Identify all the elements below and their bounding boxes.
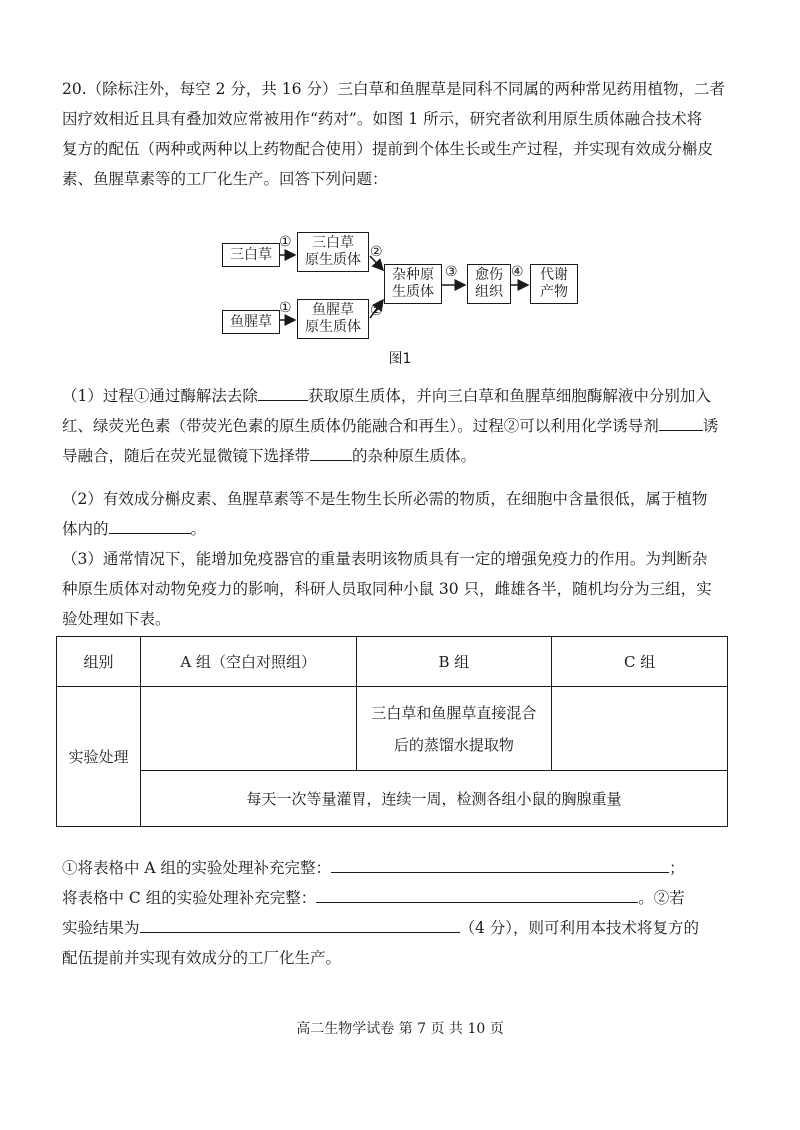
sub-line-a (62, 853, 738, 883)
q1-text-6: 的杂种原生质体。 (352, 447, 477, 465)
intro-line-4: 素、鱼腥草素等的工厂化生产。回答下列问题： (62, 170, 388, 188)
box-protoplast-a-l2: 原生质体 (305, 252, 361, 268)
step-2b: ② (370, 303, 383, 319)
q1-line-1 (62, 381, 738, 411)
step-4: ④ (511, 264, 524, 280)
q3-line-3: 验处理如下表。 (62, 610, 171, 628)
q2-text-3: 。 (190, 520, 207, 538)
sub-line-result (62, 913, 738, 943)
q1-text-2: 获取原生质体，并向三白草和鱼腥草细胞酶解液中分别加入 (307, 387, 711, 405)
figure-1 (0, 0, 800, 370)
box-callus-l1: 愈伤 (475, 267, 503, 283)
box-protoplast-a-l1: 三白草 (312, 235, 354, 251)
box-protoplast-b-l1: 鱼腥草 (312, 302, 354, 318)
sub-a-text: ①将表格中 A 组的实验处理补充完整： (62, 859, 332, 877)
box-metabolite-l1: 代谢 (540, 267, 568, 283)
step-2a: ② (370, 244, 383, 260)
box-protoplast-b-l2: 原生质体 (305, 319, 361, 335)
q1-text-5: 导融合，随后在荧光显微镜下选择带 (62, 447, 311, 465)
box-plant-b-label: 鱼腥草 (230, 313, 272, 330)
q2-text-2: 体内的 (62, 520, 109, 538)
box-protoplast-b (297, 299, 369, 339)
box-plant-b (222, 310, 280, 334)
cell-common-procedure: 每天一次等量灌胃，连续一周，检测各组小鼠的胸腺重量 (140, 771, 727, 827)
step-1b: ① (279, 300, 292, 316)
question-1 (62, 381, 738, 471)
header-group-c: C 组 (552, 637, 728, 687)
sub-c-end: 。②若 (638, 889, 685, 907)
header-group-b: B 组 (356, 637, 552, 687)
sub-line-c (62, 883, 738, 913)
sub-a-end: ； (669, 859, 685, 877)
cell-b-line-2: 后的蒸馏水提取物 (393, 735, 514, 754)
cell-a-treatment[interactable] (140, 687, 356, 771)
q1-text-4: 诱 (702, 417, 719, 435)
q2-line-2 (62, 514, 738, 544)
intro-line-3: 复方的配伍（两种或两种以上药物配合使用）提前到个体生长或生产过程，并实现有效成分槲皮 (62, 140, 714, 158)
answer-blank-result[interactable] (140, 914, 460, 933)
figure-caption: 图1 (388, 351, 412, 367)
box-hybrid-protoplast (384, 264, 442, 304)
cell-b-line-1: 三白草和鱼腥草直接混合 (371, 703, 537, 722)
box-callus-l2: 组织 (475, 284, 503, 300)
box-hybrid-l2: 生质体 (392, 284, 434, 300)
box-plant-a-label: 三白草 (230, 246, 272, 263)
q1-text-3: 红、绿荧光色素（带荧光色素的原生质体仍能融合和再生）。过程②可以利用化学诱导剂 (62, 417, 659, 435)
cell-c-treatment[interactable] (552, 687, 728, 771)
figure-arrows (0, 0, 800, 370)
sub-line-final: 配伍提前并实现有效成分的工厂化生产。 (62, 949, 342, 967)
box-hybrid-l1: 杂种原 (392, 267, 434, 283)
answer-blank-2[interactable] (659, 412, 703, 431)
header-group-a: A 组（空白对照组） (140, 637, 356, 687)
q1-line-3 (62, 441, 738, 471)
answer-blank-c[interactable] (316, 884, 638, 903)
intro-line-1: 20.（除标注外，每空 2 分，共 16 分）三白草和鱼腥草是同科不同属的两种常见药用植物，二者 (62, 80, 725, 98)
box-plant-a (222, 243, 280, 267)
answer-blank-3[interactable] (310, 442, 352, 461)
q3-line-1: （3）通常情况下，能增加免疫器官的重量表明该物质具有一定的增强免疫力的作用。为判断杂 (62, 550, 708, 568)
box-callus (467, 264, 511, 304)
answer-blank-a[interactable] (331, 854, 669, 873)
sub-c-text: 将表格中 C 组的实验处理补充完整： (62, 889, 317, 907)
box-metabolite-l2: 产物 (540, 284, 568, 300)
sub-result-text-2: （4 分），则可利用本技术将复方的 (459, 919, 700, 937)
header-group: 组别 (57, 637, 141, 687)
step-3: ③ (445, 264, 458, 280)
answer-blank-4[interactable] (109, 515, 191, 534)
cell-b-treatment (356, 687, 552, 771)
q2-line-1: （2）有效成分槲皮素、鱼腥草素等不是生物生长所必需的物质，在细胞中含量很低，属于植物 (62, 490, 708, 508)
question-2 (62, 484, 738, 544)
question-3 (62, 544, 738, 634)
q3-line-2: 种原生质体对动物免疫力的影响，科研人员取同种小鼠 30 只，雌雄各半，随机均分为三组，实 (62, 580, 712, 598)
table-header-row (57, 637, 728, 687)
page-footer: 高二生物学试卷 第 7 页 共 10 页 (296, 1021, 504, 1037)
box-protoplast-a (297, 232, 369, 272)
table-row-treatment (57, 687, 728, 771)
step-1a: ① (279, 234, 292, 250)
row-label-treatment: 实验处理 (57, 687, 141, 827)
sub-result-text-1: 实验结果为 (62, 919, 140, 937)
answer-blank-1[interactable] (258, 382, 308, 401)
sub-questions (62, 853, 738, 973)
q1-line-2 (62, 411, 738, 441)
experiment-table (56, 636, 728, 827)
q1-text-1: （1）过程①通过酶解法去除 (62, 387, 258, 405)
box-metabolite (530, 264, 578, 304)
intro-line-2: 因疗效相近且具有叠加效应常被用作“药对”。如图 1 所示，研究者欲利用原生质体融合技术将 (62, 110, 703, 128)
table-row-common (57, 771, 728, 827)
